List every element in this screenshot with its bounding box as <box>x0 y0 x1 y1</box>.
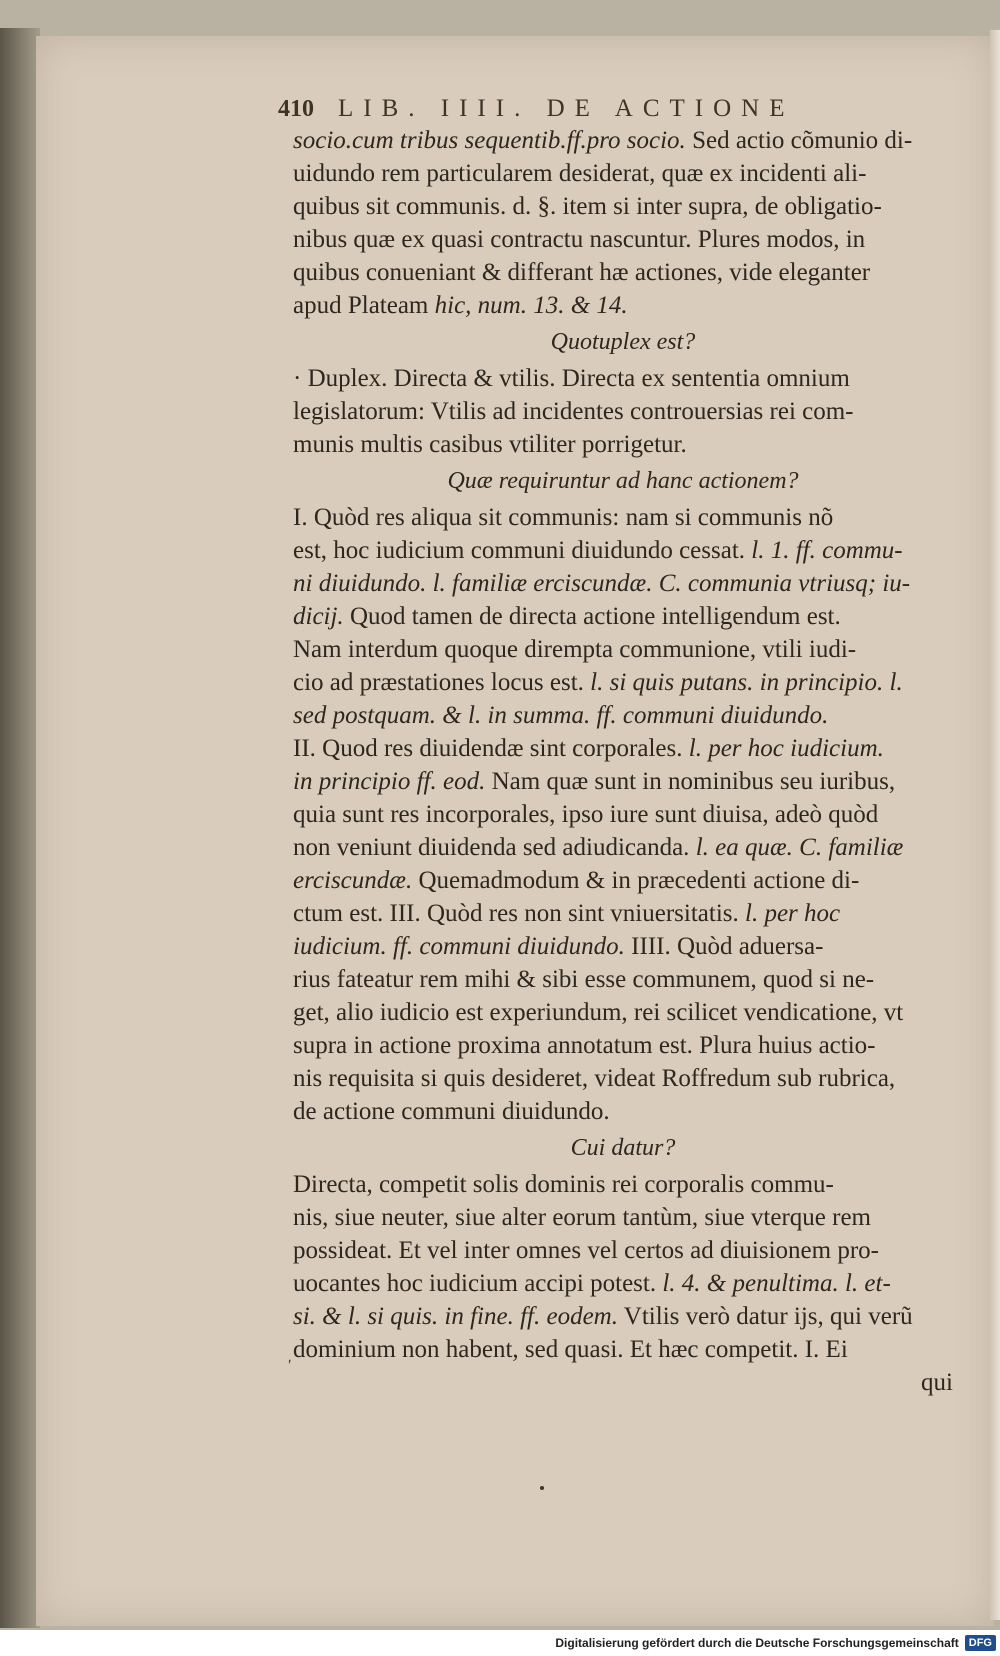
text-segment: Nam quæ sunt in nominibus seu iuribus, <box>485 768 896 795</box>
main-text <box>293 124 953 1399</box>
text-line <box>293 190 953 223</box>
citation-segment: l. 4. & penultima. l. et- <box>662 1270 891 1297</box>
text-segment: de actione communi diuidundo. <box>293 1098 610 1125</box>
page-edge <box>990 30 1000 1620</box>
text-segment: dominium non habent, sed quasi. Et hæc competit. I. Ei <box>293 1336 848 1363</box>
text-segment: est, hoc iudicium communi diuidundo cessat. <box>293 537 752 564</box>
citation-segment: l. si quis putans. in principio. l. <box>590 669 903 696</box>
text-line <box>293 765 953 798</box>
margin-mark: ʹ <box>288 1357 292 1374</box>
text-line <box>293 732 953 765</box>
text-line <box>293 256 953 289</box>
text-segment: Directa, competit solis dominis rei corporalis commu- <box>293 1171 834 1198</box>
citation-segment: socio.cum tribus sequentib.ff.pro socio. <box>293 127 686 154</box>
text-segment: apud Plateam <box>293 292 435 319</box>
text-line <box>293 567 953 600</box>
text-line <box>293 395 953 428</box>
text-segment: IIII. Quòd aduersa- <box>624 933 824 960</box>
citation-segment: dicij. <box>293 603 344 630</box>
citation-segment: in principio ff. eod. <box>293 768 486 795</box>
text-segment: supra in actione proxima annotatum est. Plura huius actio- <box>293 1032 876 1059</box>
text-segment: Quemadmodum & in præcedenti actione di- <box>412 867 860 894</box>
citation-segment: iudicium. ff. communi diuidundo. <box>293 933 625 960</box>
text-segment: Sed actio cõmunio di- <box>685 127 913 154</box>
text-line <box>293 699 953 732</box>
text-line <box>293 157 953 190</box>
dfg-logo: DFG <box>965 1635 996 1651</box>
text-segment: quibus sit communis. d. §. item si inter supra, de obligatio- <box>293 193 882 220</box>
text-segment: II. Quod res diuidendæ sint corporales. <box>293 735 689 762</box>
text-line <box>293 362 953 395</box>
text-line <box>293 1168 953 1201</box>
citation-segment: si. & l. si quis. in fine. ff. eodem. <box>293 1303 618 1330</box>
section-heading: Quotuplex est? <box>550 329 696 355</box>
text-line <box>293 1300 953 1333</box>
text-line <box>293 864 953 897</box>
running-head <box>278 92 898 126</box>
running-title: LIB. IIII. DE ACTIONE <box>338 95 795 122</box>
text-line <box>293 428 953 461</box>
text-line <box>293 831 953 864</box>
footer-credit: Digitalisierung gefördert durch die Deutsche Forschungsgemeinschaft <box>555 1636 959 1650</box>
citation-segment: l. per hoc <box>745 900 841 927</box>
citation-segment: l. 1. ff. commu- <box>751 537 903 564</box>
citation-segment: l. ea quæ. C. familiæ <box>695 834 904 861</box>
catchword: qui <box>921 1369 953 1396</box>
citation-segment: ni diuidundo. l. familiæ erciscundæ. C. communia vtriusq; iu- <box>293 570 911 597</box>
text-segment: Quod tamen de directa actione intelligendum est. <box>343 603 841 630</box>
digitization-footer <box>0 1630 1000 1656</box>
section-heading: Cui datur? <box>570 1135 676 1161</box>
text-line <box>293 223 953 256</box>
text-line <box>293 633 953 666</box>
text-segment: quia sunt res incorporales, ipso iure sunt diuisa, adeò quòd <box>293 801 879 828</box>
text-line <box>293 289 953 322</box>
text-line <box>293 996 953 1029</box>
text-line <box>293 1029 953 1062</box>
text-segment: · Duplex. Directa & vtilis. Directa ex sententia omnium <box>293 365 850 392</box>
text-line <box>293 1201 953 1234</box>
text-segment: I. Quòd res aliqua sit communis: nam si communis nõ <box>293 504 834 531</box>
text-line <box>293 501 953 534</box>
citation-segment: erciscundæ. <box>293 867 413 894</box>
ink-dot <box>540 1486 544 1490</box>
text-segment: nis, siue neuter, siue alter eorum tantùm, siue vterque rem <box>293 1204 871 1231</box>
text-line <box>293 897 953 930</box>
text-line <box>293 1095 953 1128</box>
section-heading: Quæ requiruntur ad hanc actionem? <box>447 468 799 494</box>
book-binding <box>0 28 40 1628</box>
text-segment: possideat. Et vel inter omnes vel certos ad diuisionem pro- <box>293 1237 879 1264</box>
text-segment: munis multis casibus vtiliter porrigetur. <box>293 431 687 458</box>
page-number: 410 <box>278 95 314 122</box>
text-segment: Nam interdum quoque dirempta communione, vtili iudi- <box>293 636 857 663</box>
text-line <box>293 1234 953 1267</box>
text-line <box>293 963 953 996</box>
text-segment: rius fateatur rem mihi & sibi esse communem, quod si ne- <box>293 966 875 993</box>
text-line <box>293 930 953 963</box>
text-line <box>293 1062 953 1095</box>
text-segment: ctum est. III. Quòd res non sint vniuersitatis. <box>293 900 746 927</box>
text-segment: get, alio iudicio est experiundum, rei scilicet vendicatione, vt <box>293 999 904 1026</box>
text-line <box>293 600 953 633</box>
citation-segment: l. per hoc iudicium. <box>688 735 884 762</box>
text-line <box>293 534 953 567</box>
citation-segment: sed postquam. & l. in summa. ff. communi diuidundo. <box>293 702 829 729</box>
text-line <box>293 666 953 699</box>
citation-segment: hic, num. 13. & 14. <box>434 292 628 319</box>
text-segment: nibus quæ ex quasi contractu nascuntur. Plures modos, in <box>293 226 866 253</box>
text-segment: quibus conueniant & differant hæ actiones, vide eleganter <box>293 259 871 286</box>
text-segment: cio ad præstationes locus est. <box>293 669 591 696</box>
text-segment: nis requisita si quis desideret, videat Roffredum sub rubrica, <box>293 1065 896 1092</box>
text-segment: uidundo rem particularem desiderat, quæ ex incidenti ali- <box>293 160 867 187</box>
text-segment: Vtilis verò datur ijs, qui verũ <box>618 1303 913 1330</box>
text-line <box>293 1267 953 1300</box>
text-segment: uocantes hoc iudicium accipi potest. <box>293 1270 663 1297</box>
text-segment: non veniunt diuidenda sed adiudicanda. <box>293 834 696 861</box>
text-line <box>293 1333 953 1366</box>
text-segment: legislatorum: Vtilis ad incidentes controuersias rei com- <box>293 398 854 425</box>
text-line <box>293 798 953 831</box>
text-line <box>293 124 953 157</box>
